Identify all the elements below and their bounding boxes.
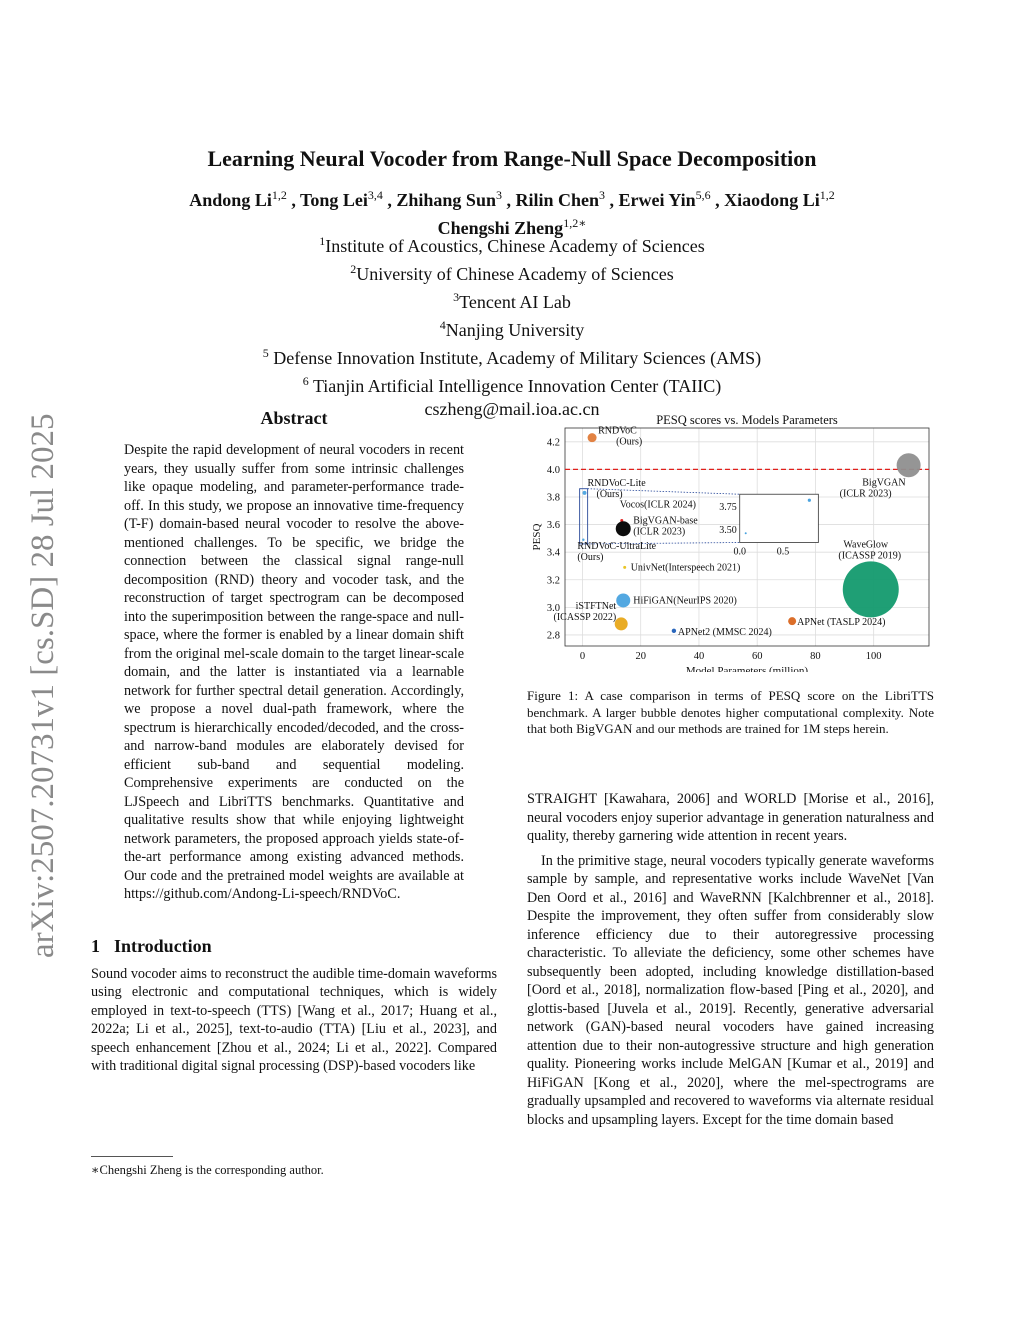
affiliation-number: 1	[319, 234, 326, 248]
author-name: Tong Lei	[300, 190, 368, 210]
y-tick-label: 4.0	[546, 464, 560, 476]
data-point-sublabel: (Ours)	[616, 436, 643, 448]
author-affil: 1,2	[271, 188, 287, 202]
x-tick-label: 60	[751, 651, 763, 662]
affiliation	[0, 370, 1024, 398]
intro-paragraph: Sound vocoder aims to reconstruct the audible time-domain waveforms using electronic and computational techniques, which is widely employed in text-to-speech (TTS) [Wang et al., 2017; Huang et al., 2022a; Li et al., 2025], text-to-audio (TTA) [Liu et al., 2023], and speech enhancement [Zhou et al., 2024; Li et al., 2022]. Compared with traditional digital signal processing (DSP)-based vocoders like	[91, 965, 497, 1074]
right-column	[527, 790, 934, 1129]
author-name: Andong Li	[189, 190, 272, 210]
author-affil: 1,2	[819, 188, 835, 202]
x-tick-label: 20	[635, 651, 646, 662]
affiliation	[0, 286, 1024, 314]
data-point	[843, 561, 899, 617]
abstract-body: Despite the rapid development of neural vocoders in recent years, they usually suffer from some intrinsic challenges like opaque modeling, and parameter-performance trade-off. In this study, we propose an innovative time-frequency (T-F) domain-based neural vocoder to resolve the above-mentioned challenges. To be specific, we bridge the connection between the classical signal range-null decomposition (RND) theory and vocoder task, and the reconstruction of target spectrogram can be decomposed into the superimposition between the range-space and null-space, where the former is enabled by a linear domain shift from the original mel-scale domain to the target linear-scale domain, and the latter is instantiated via a learnable network for further spectral detail generation. Accordingly, we propose a novel dual-path framework, where the spectrum is hierarchically encoded/decoded, and the cross- and narrow-band modules are elaborately devised for efficient sub-band and sequential modeling. Comprehensive experiments are conducted on the LJSpeech and LibriTTS benchmarks. Quantitative and qualitative results show that while enjoying lightweight network parameters, the proposed approach yields state-of-the-art performance among existing advanced methods. Our code and the pretrained model weights are available at https://github.com/Andong-Li-speech/RNDVoC.	[124, 442, 464, 902]
chart-title: PESQ scores vs. Models Parameters	[656, 413, 838, 427]
affiliation-list	[0, 230, 1024, 421]
affiliation	[0, 230, 1024, 258]
inset-x-tick: 0.0	[733, 546, 746, 558]
y-tick-label: 3.4	[546, 547, 560, 559]
data-point	[616, 521, 631, 536]
arxiv-identifier-stamp	[20, 388, 66, 958]
author-affil: 3	[495, 188, 502, 202]
data-point-label: APNet2 (MMSC 2024)	[677, 626, 772, 638]
data-point-label: RNDVoC-UltraLite	[577, 540, 657, 552]
zoom-inset-frame	[740, 494, 819, 542]
x-tick-label: 80	[810, 651, 821, 662]
affiliation-number: 2	[350, 262, 357, 276]
body-paragraph: In the primitive stage, neural vocoders typically generate waveforms sample by sample, and representative works include WaveNet [Van Den Oord et al., 2016] and WaveRNN [Kalchbrenner et al., 2018]. Despite the improvement, they often suffer from considerably slow inference efficiency due to their autoregressive processing characteristic. To alleviate the deficiency, some other schemes have subsequently been adopted, including knowledge distillation-based [Oord et al., 2018], normalization flow-based [Ping et al., 2020], and glottis-based [Juvela et al., 2019]. Recently, generative adversarial network (GAN)-based neural vocoders have gained increasing attention due to their non-autogressive structure and high generation quality. Pioneering works include MelGAN [Kumar et al., 2019] and HiFiGAN [Kong et al., 2020], where the mel-spectrograms are gradually upsampled and recovered to waveforms via alternate residual blocks and upsampling layers. Except for the time domain based	[527, 852, 934, 1128]
author-name: Erwei Yin	[618, 190, 696, 210]
data-point	[672, 629, 676, 633]
x-tick-label: 100	[865, 651, 882, 662]
data-point-label: Vocos(ICLR 2024)	[619, 499, 696, 511]
y-tick-label: 3.0	[546, 602, 560, 614]
data-point-label: HiFiGAN(NeurIPS 2020)	[633, 595, 737, 607]
affiliation	[0, 314, 1024, 342]
data-point	[623, 566, 626, 569]
abstract-heading: Abstract	[260, 408, 328, 428]
affiliation-number: 4	[439, 318, 446, 332]
footnote-divider	[91, 1156, 173, 1157]
affiliation	[0, 342, 1024, 370]
y-axis-label: PESQ	[531, 523, 543, 551]
affiliation-text: Tencent AI Lab	[459, 292, 571, 312]
affiliation-text: Defense Innovation Institute, Academy of Military Sciences (AMS)	[268, 348, 762, 368]
inset-x-tick: 0.5	[776, 546, 790, 558]
x-tick-label: 40	[693, 651, 705, 662]
inset-point	[745, 532, 747, 534]
affiliation-number: 5	[262, 346, 269, 360]
affiliation-number: 6	[302, 374, 309, 388]
affiliation-text: University of Chinese Academy of Sciences	[356, 264, 674, 284]
data-point-sublabel: (ICASSP 2019)	[838, 550, 902, 562]
data-point-label: BigVGAN-base	[633, 515, 698, 527]
data-point-label: RNDVoC-Lite	[587, 477, 646, 489]
footnote: ∗Chengshi Zheng is the corresponding author.	[91, 1163, 324, 1177]
y-tick-label: 3.2	[546, 575, 560, 587]
data-point-label: WaveGlow	[843, 539, 889, 551]
x-axis-label: Model Parameters (million)	[685, 665, 809, 672]
data-point-sublabel: (ICLR 2023)	[633, 526, 686, 538]
data-point-label: APNet (TASLP 2024)	[797, 617, 886, 629]
y-tick-label: 4.2	[546, 437, 560, 449]
data-point-label: UnivNet(Interspeech 2021)	[630, 562, 741, 574]
data-point-label: iSTFTNet	[575, 600, 617, 612]
data-point	[616, 593, 630, 607]
y-tick-label: 2.8	[546, 630, 560, 642]
data-point	[788, 617, 796, 625]
affiliation-text: Institute of Acoustics, Chinese Academy of Sciences	[325, 236, 705, 256]
author-name: Xiaodong Li	[724, 190, 820, 210]
inset-y-tick: 3.75	[719, 502, 737, 514]
author-line-1: Andong Li$^{1,2}$ , Tong Lei$^{3,4}$ , Zhihang Sun$^3$ , Rilin Chen$^3$ , Erwei Yin$^{5,6}$ , Xiaodong Li$^{1,2}$	[189, 188, 835, 210]
author-affil: 3	[599, 188, 605, 202]
inset-y-tick: 3.50	[719, 525, 737, 537]
author-name: Zhihang Sun	[396, 190, 496, 210]
section-title: Introduction	[114, 935, 212, 956]
data-point-sublabel: (Ours)	[596, 488, 623, 500]
inset-point	[808, 499, 811, 502]
data-point-sublabel: (Ours)	[577, 551, 604, 563]
figure-caption: Figure 1: A case comparison in terms of PESQ score on the LibriTTS benchmark. A larger bubble denotes higher computational complexity. Note that both BigVGAN and our methods are trained for 1M steps herein.	[527, 688, 934, 736]
data-point-label: BigVGAN	[862, 477, 906, 489]
body-paragraph: STRAIGHT [Kawahara, 2006] and WORLD [Morise et al., 2016], neural vocoders enjoy superior advantage in generation naturalness and quality, thereby garnering wide attention in recent years.	[527, 791, 934, 844]
author-name: Rilin Chen	[515, 190, 599, 210]
data-point-sublabel: (ICLR 2023)	[839, 488, 892, 500]
section-number: 1	[91, 935, 100, 956]
affiliation-text: Tianjin Artificial Intelligence Innovation Center (TAIIC)	[308, 376, 722, 396]
arxiv-id-text: arXiv:2507.20731v1 [cs.SD] 28 Jul 2025	[25, 413, 61, 958]
author-affil: 5,6	[695, 188, 711, 202]
left-column	[91, 408, 497, 1076]
data-point	[583, 491, 587, 495]
data-point-label: RNDVoC	[598, 425, 637, 437]
author-name: Chengshi Zheng	[437, 218, 564, 238]
affiliation	[0, 258, 1024, 286]
contact-email[interactable]: cszheng@mail.ioa.ac.cn	[424, 399, 600, 419]
affiliation-text: Nanjing University	[445, 320, 585, 340]
x-tick-label: 0	[579, 651, 586, 662]
y-tick-label: 3.6	[546, 520, 560, 532]
data-point	[897, 453, 921, 477]
data-point	[588, 433, 597, 442]
affiliation-number: 3	[453, 290, 460, 304]
author-affil: 3,4	[367, 188, 383, 202]
data-point	[615, 617, 628, 630]
paper-title: Learning Neural Vocoder from Range-Null Space Decomposition	[207, 146, 817, 171]
figure-pesq-chart	[527, 412, 934, 672]
data-point-sublabel: (ICASSP 2022)	[553, 611, 617, 623]
chart-svg	[527, 412, 934, 672]
y-tick-label: 3.8	[546, 492, 560, 504]
section-heading-introduction	[91, 936, 497, 957]
author-affil: 1,2∗	[563, 216, 587, 230]
